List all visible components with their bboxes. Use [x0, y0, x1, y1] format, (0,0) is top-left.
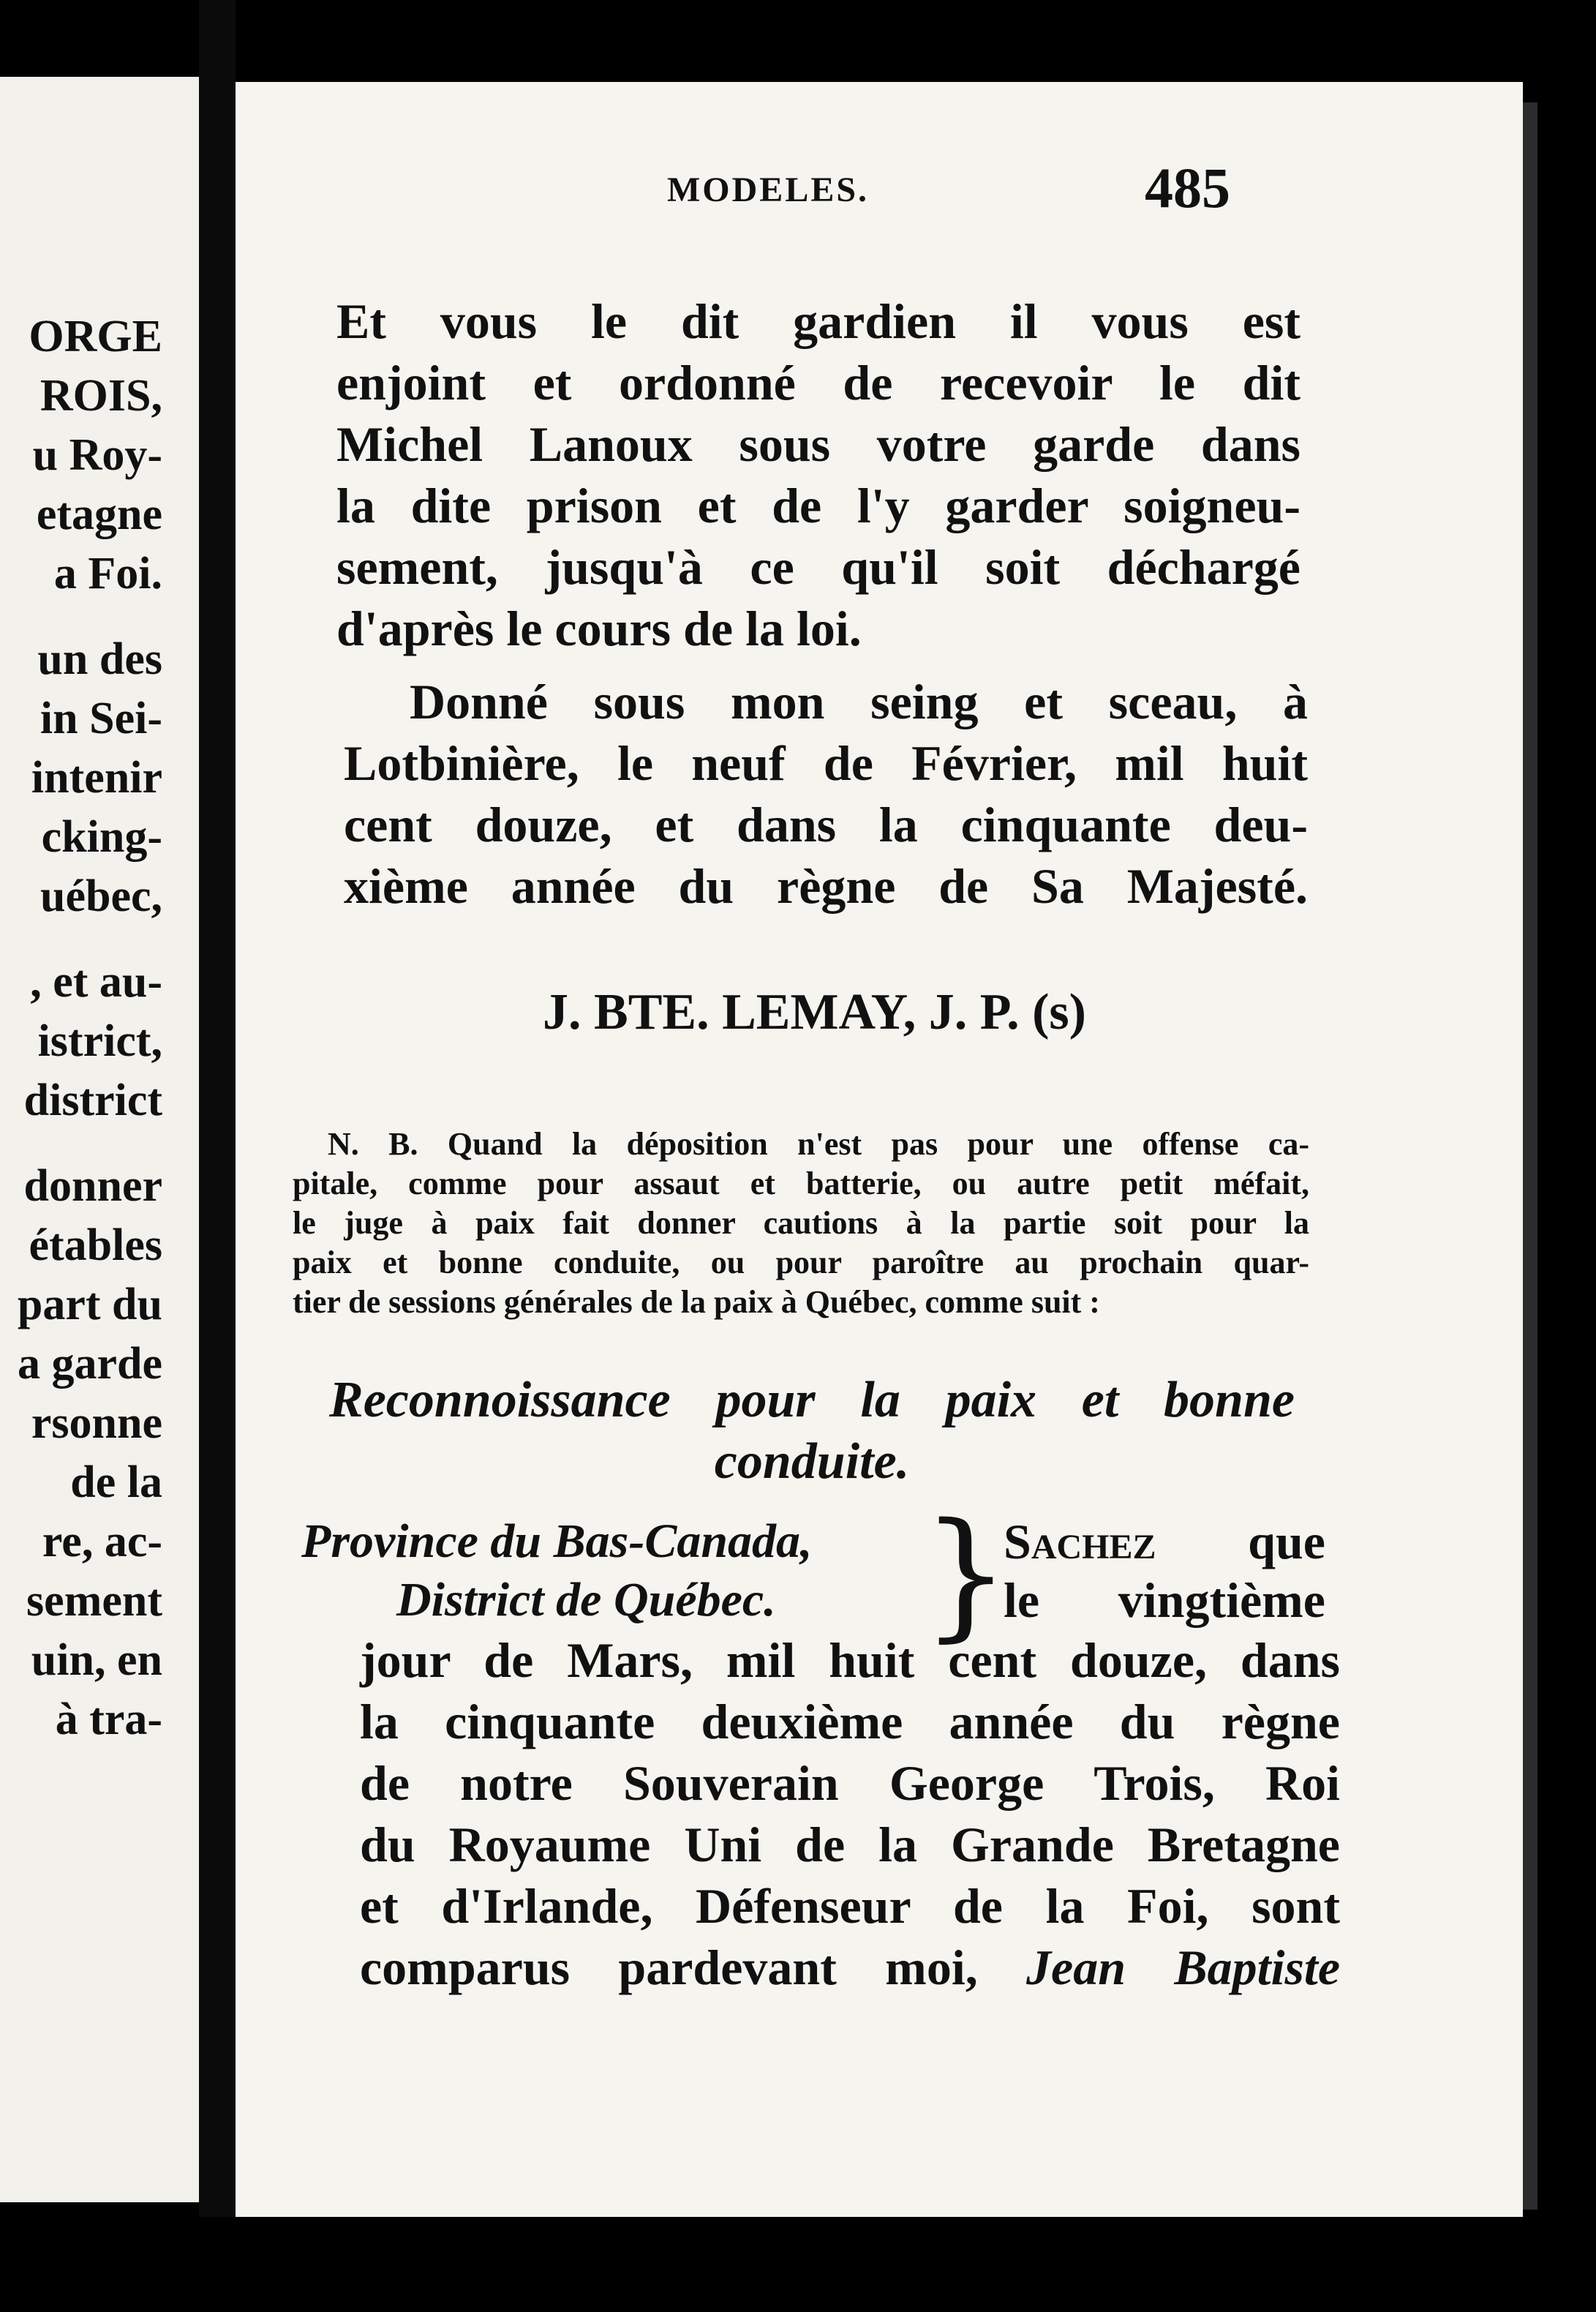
section-title: [329, 1370, 1295, 1493]
right-page: [236, 82, 1523, 2218]
text-line: xième année du règne de Sa Majesté.: [344, 858, 1308, 914]
text-line: d'après le cours de la loi.: [336, 601, 862, 656]
text-line: enjoint et ordonné de recevoir le dit: [336, 355, 1300, 410]
district-label: District de Québec.: [396, 1573, 776, 1626]
left-line: donner: [23, 1161, 162, 1211]
left-line: a garde: [17, 1339, 162, 1389]
running-head: MODELES.: [667, 170, 870, 209]
section-title-line: conduite.: [714, 1433, 910, 1490]
left-line: uébec,: [39, 871, 162, 921]
left-line: a Foi.: [53, 549, 162, 598]
left-line: de la: [70, 1457, 162, 1507]
brace-icon: }: [922, 1493, 1010, 1655]
text-line: du Royaume Uni de la Grande Bretagne: [360, 1817, 1340, 1872]
text-line: la cinquante deuxième année du règne: [360, 1694, 1340, 1749]
left-line: rsonne: [31, 1398, 162, 1448]
left-line: etagne: [36, 489, 162, 539]
text-line: Michel Lanoux sous votre garde dans: [336, 416, 1300, 472]
text-line: la dite prison et de l'y garder soigneu-: [336, 478, 1300, 533]
text-line: sement, jusqu'à ce qu'il soit déchargé: [336, 539, 1300, 595]
left-line: intenir: [31, 753, 162, 803]
note-line: tier de sessions générales de la paix à Québec, comme suit :: [293, 1284, 1100, 1320]
left-line: , et au-: [30, 957, 162, 1007]
left-line: u Roy-: [32, 430, 162, 480]
paragraph-given: [344, 671, 1308, 917]
left-page-text: [0, 307, 162, 1749]
text-line: Et vous le dit gardien il vous est: [336, 293, 1300, 349]
left-line: district: [23, 1076, 162, 1125]
book-gutter: [199, 0, 236, 2312]
left-line: un des: [37, 634, 162, 684]
text-line: cent douze, et dans la cinquante deu-: [344, 797, 1308, 852]
text-line: et d'Irlande, Défenseur de la Foi, sont: [360, 1878, 1340, 1934]
province-label: Province du Bas-Canada,: [301, 1515, 813, 1568]
text-line: [360, 1937, 1340, 1998]
venue-text: [1004, 1512, 1325, 1629]
text-span: comparus pardevant moi,: [360, 1940, 1027, 1995]
note-line: paix et bonne conduite, ou pour paroître au prochain quar-: [293, 1245, 1309, 1280]
left-line: re, ac-: [42, 1517, 162, 1566]
signature-line: J. BTE. LEMAY, J. P. (s): [543, 984, 1086, 1040]
left-line: ROIS,: [39, 371, 162, 421]
left-line: part du: [17, 1280, 162, 1329]
left-line: cking-: [41, 812, 162, 862]
text-line: Donné sous mon seing et sceau, à: [410, 674, 1308, 729]
text-line: le vingtième: [1004, 1572, 1325, 1628]
paragraph-recognizance: [360, 1629, 1340, 1998]
paragraph-order: [336, 290, 1300, 659]
note-line: N. B. Quand la déposition n'est pas pour une offense ca-: [328, 1126, 1309, 1162]
left-line: sement: [26, 1576, 162, 1626]
note-line: pitale, comme pour assaut et batterie, ou autre petit méfait,: [293, 1166, 1309, 1201]
que-word: que: [1248, 1514, 1325, 1569]
left-facing-page: [0, 77, 199, 2202]
left-line: uin, en: [31, 1635, 162, 1685]
text-line: jour de Mars, mil huit cent douze, dans: [360, 1632, 1340, 1688]
left-line: étables: [29, 1220, 162, 1270]
note-line: le juge à paix fait donner cautions à la partie soit pour la: [293, 1205, 1309, 1241]
text-line: de notre Souverain George Trois, Roi: [360, 1755, 1340, 1811]
left-line: istrict,: [37, 1016, 162, 1066]
left-line: ORGE: [29, 312, 162, 361]
left-line: à tra-: [55, 1694, 162, 1744]
left-line: in Sei-: [39, 694, 162, 743]
section-title-line: Reconnoissance pour la paix et bonne: [329, 1372, 1295, 1428]
text-line: [1004, 1512, 1325, 1571]
scan-border: [0, 2217, 1596, 2312]
page-number: 485: [1145, 156, 1230, 219]
italic-name: Jean Baptiste: [1026, 1940, 1340, 1995]
text-line: Lotbinière, le neuf de Février, mil huit: [344, 735, 1308, 791]
sachez-word: Sachez: [1004, 1514, 1156, 1569]
venue-label: [301, 1512, 930, 1629]
nota-bene: [293, 1125, 1309, 1322]
